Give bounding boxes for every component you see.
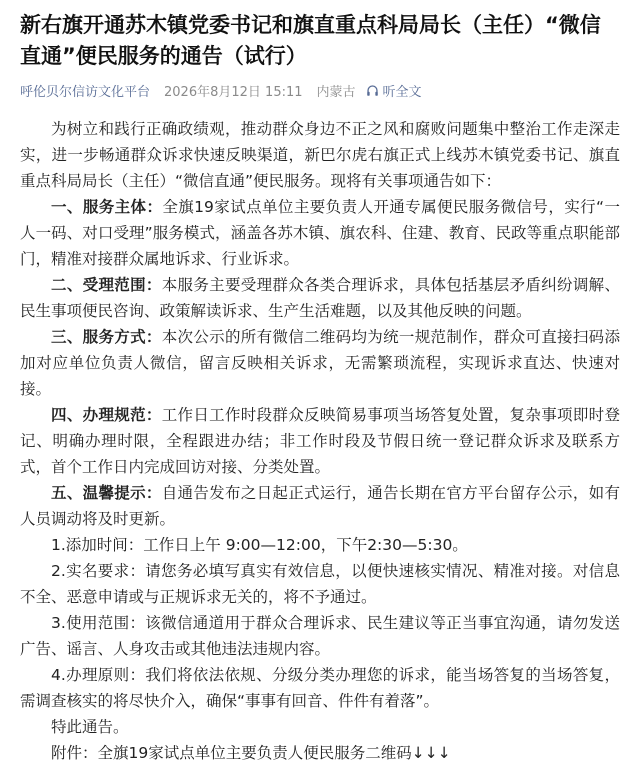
note-paragraph: 4.办理原则：我们将依法依规、分级分类办理您的诉求，能当场答复的当场答复，需调查核实的将尽快介入，确保“事事有回音、件件有着落”。 (20, 666, 620, 710)
attachment-paragraph: 附件：全旗19家试点单位主要负责人便民服务二维码↓↓↓ (51, 744, 451, 762)
listen-full-label: 听全文 (382, 84, 422, 100)
note-paragraph: 2.实名要求：请您务必填写真实有效信息，以便快速核实情况、精准对接。对信息不全、恶意申请或与正规诉求无关的，将不予通过。 (20, 562, 620, 606)
publish-date: 2026年8月12日 15:11 (164, 84, 303, 100)
section-heading: 一、服务主体： (51, 198, 163, 216)
section-paragraph (20, 194, 620, 272)
closing-paragraph: 特此通告。 (51, 718, 129, 736)
publish-region: 内蒙古 (316, 84, 356, 100)
section-text: 本次公示的所有微信二维码均为统一规范制作，群众可直接扫码添加对应单位负责人微信，留言反映相关诉求，无需繁琐流程，实现诉求直达、快速对接。 (20, 328, 620, 398)
listen-full-button[interactable] (366, 81, 422, 100)
headphone-icon (366, 84, 379, 97)
section-text: 全旗19家试点单位主要负责人开通专属便民服务微信号，实行“一人一码、对口受理”服务模式，涵盖各苏木镇、旗农科、住建、教育、民政等重点职能部门，精准对接群众属地诉求、行业诉求。 (20, 198, 620, 268)
section-heading: 二、受理范围： (51, 276, 162, 294)
intro-paragraph: 为树立和践行正确政绩观，推动群众身边不正之风和腐败问题集中整治工作走深走实，进一步畅通群众诉求快速反映渠道，新巴尔虎右旗正式上线苏木镇党委书记、旗直重点科局局长（主任）“微信直通”便民服务。现将有关事项通告如下： (20, 120, 620, 190)
section-paragraph (20, 402, 620, 480)
section-heading: 五、温馨提示： (51, 484, 162, 502)
section-text: 自通告发布之日起正式运行，通告长期在官方平台留存公示，如有人员调动将及时更新。 (20, 484, 620, 528)
article-body (20, 116, 620, 766)
section-paragraph (20, 324, 620, 402)
article-meta (20, 80, 620, 100)
section-paragraph (20, 480, 620, 532)
source-account-link[interactable]: 呼伦贝尔信访文化平台 (20, 84, 151, 100)
section-text: 本服务主要受理群众各类合理诉求，具体包括基层矛盾纠纷调解、民生事项便民咨询、政策解读诉求、生产生活难题，以及其他反映的问题。 (20, 276, 620, 320)
section-paragraph (20, 272, 620, 324)
note-paragraph: 1.添加时间：工作日上午 9:00—12:00，下午2:30—5:30。 (51, 536, 468, 554)
section-text: 工作日工作时段群众反映简易事项当场答复处置，复杂事项即时登记、明确办理时限，全程跟进办结；非工作时段及节假日统一登记群众诉求及联系方式，首个工作日内完成回访对接、分类处置。 (20, 406, 620, 476)
note-paragraph: 3.使用范围：该微信通道用于群众合理诉求、民生建议等正当事宜沟通，请勿发送广告、谣言、人身攻击或其他违法违规内容。 (20, 614, 620, 658)
section-heading: 四、办理规范： (51, 406, 162, 424)
section-heading: 三、服务方式： (51, 328, 162, 346)
article-title: 新右旗开通苏木镇党委书记和旗直重点科局局长（主任）“微信直通”便民服务的通告（试行） (20, 13, 601, 68)
